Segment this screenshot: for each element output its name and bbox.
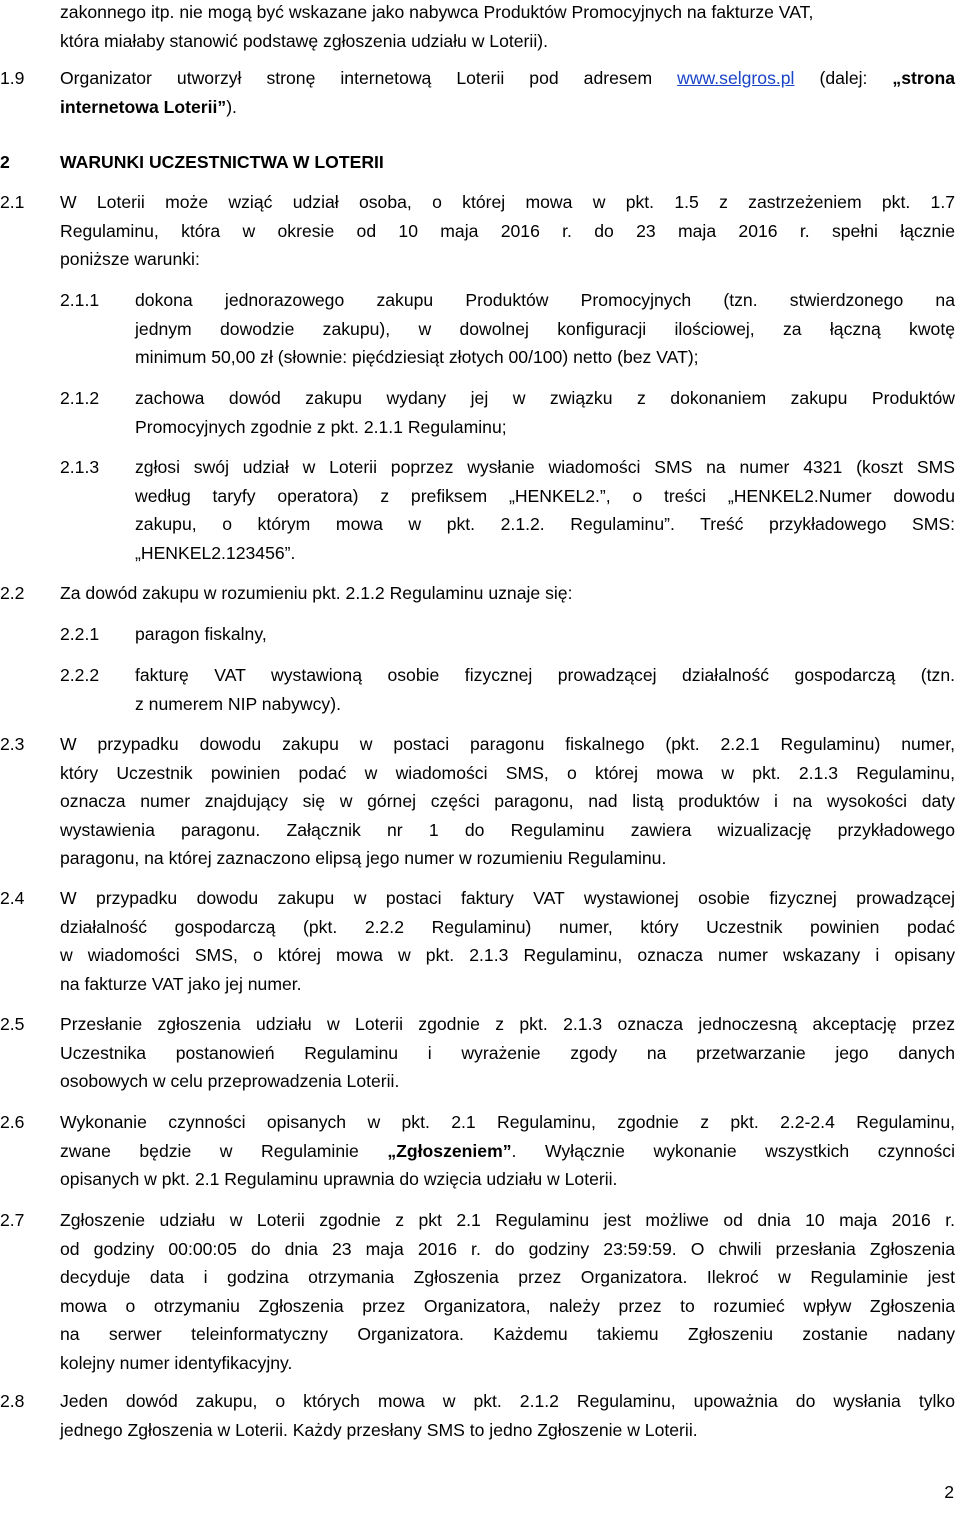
text-line: jednego Zgłoszenia w Loterii. Każdy przesłany SMS to jedno Zgłoszenie w Loterii. — [60, 1419, 698, 1440]
text-line: W przypadku dowodu zakupu w postaci faktury VAT wystawionej osobie fizycznej prowadzącej — [60, 888, 955, 908]
text-line: zakupu, o którym mowa w pkt. 2.1.2. Regulaminu”. Treść przykładowego SMS: — [135, 514, 955, 535]
text-line: dokona jednorazowego zakupu Produktów Promocyjnych (tzn. stwierdzonego na — [135, 290, 955, 310]
text-line: zakonnego itp. nie mogą być wskazane jako nabywca Produktów Promocyjnych na fakturze VAT, — [60, 2, 814, 22]
page-number: 2 — [944, 1482, 954, 1502]
bold-term: „Zgłoszeniem” — [387, 1140, 512, 1161]
text-line: od godziny 00:00:05 do dnia 23 maja 2016 r. do godziny 23:59:59. O chwili przesłania Zgłoszenia — [60, 1238, 955, 1259]
text-line — [60, 1137, 955, 1166]
text-run: zwane będzie w Regulaminie — [60, 1140, 359, 1161]
section-number: 2.1.3 — [60, 457, 100, 477]
section-number: 2.2 — [0, 583, 25, 603]
text-line: Uczestnika postanowień Regulaminu i wyrażenie zgody na przetwarzanie jego danych — [60, 1042, 955, 1063]
paragraph-2-1-2 — [135, 384, 955, 441]
section-number: 2.3 — [0, 734, 25, 754]
section-number: 2.2.1 — [60, 624, 100, 644]
section-number: 2.7 — [0, 1210, 25, 1230]
text-line: decyduje data i godzina otrzymania Zgłoszenia przez Organizatora. Ilekroć w Regulaminie jest — [60, 1267, 955, 1288]
paragraph-2-5 — [60, 1010, 955, 1096]
text-run: (dalej: — [819, 68, 868, 88]
website-link[interactable]: www.selgros.pl — [677, 68, 795, 88]
text-run: Organizator utworzył stronę internetową Loterii pod adresem — [60, 68, 653, 88]
text-line: na fakturze VAT jako jej numer. — [60, 973, 302, 994]
text-line: oznacza numer znajdujący się w górnej części paragonu, nad listą produktów i na wysokości daty — [60, 791, 955, 812]
paragraph-2-1 — [60, 188, 955, 274]
section-number: 1.9 — [0, 68, 25, 88]
text-line: Promocyjnych zgodnie z pkt. 2.1.1 Regulaminu; — [135, 416, 507, 437]
paragraph-2-7 — [60, 1206, 955, 1378]
text-line: Jeden dowód zakupu, o których mowa w pkt. 2.1.2 Regulaminu, upoważnia do wysłania tylko — [60, 1391, 955, 1411]
text-line: osobowych w celu przeprowadzenia Loterii. — [60, 1071, 400, 1092]
paragraph-2-4 — [60, 884, 955, 998]
text-line: „HENKEL2.123456”. — [135, 542, 296, 563]
text-line: fakturę VAT wystawioną osobie fizycznej prowadzącej działalność gospodarczą (tzn. — [135, 665, 955, 685]
text-line: W Loterii może wziąć udział osoba, o której mowa w pkt. 1.5 z zastrzeżeniem pkt. 1.7 — [60, 192, 955, 212]
paragraph-2-1-3 — [135, 453, 955, 567]
text-line: działalność gospodarczą (pkt. 2.2.2 Regulaminu) numer, który Uczestnik powinien podać — [60, 916, 955, 937]
paragraph-2-2-1: paragon fiskalny, — [135, 624, 267, 644]
section-heading: WARUNKI UCZESTNICTWA W LOTERII — [60, 152, 384, 172]
section-number: 2.4 — [0, 888, 25, 908]
text-line: Wykonanie czynności opisanych w pkt. 2.1 Regulaminu, zgodnie z pkt. 2.2-2.4 Regulaminu, — [60, 1112, 955, 1132]
section-number: 2.5 — [0, 1014, 25, 1034]
text-line: W przypadku dowodu zakupu w postaci paragonu fiskalnego (pkt. 2.2.1 Regulaminu) numer, — [60, 734, 955, 754]
text-line: według taryfy operatora) z prefiksem „HENKEL2.”, o treści „HENKEL2.Numer dowodu — [135, 485, 955, 506]
section-number: 2.1 — [0, 192, 25, 212]
text-line: poniższe warunki: — [60, 249, 200, 270]
bold-term: „strona — [892, 68, 955, 88]
text-line: jednym dowodzie zakupu), w dowolnej konfiguracji ilościowej, za łączną kwotę — [135, 318, 955, 339]
paragraph-2-3 — [60, 730, 955, 873]
intro-paragraph — [60, 0, 955, 55]
section-number: 2.2.2 — [60, 665, 100, 685]
text-line: mowa o otrzymaniu Zgłoszenia przez Organizatora, należy przez to rozumieć wpływ Zgłoszenia — [60, 1295, 955, 1316]
bold-term: internetowa Loterii” — [60, 96, 227, 117]
section-number: 2.1.1 — [60, 290, 100, 310]
text-run: . Wyłącznie wykonanie wszystkich czynności — [511, 1140, 956, 1161]
paragraph-2-6 — [60, 1108, 955, 1194]
text-line: opisanych w pkt. 2.1 Regulaminu uprawnia do wzięcia udziału w Loterii. — [60, 1169, 618, 1190]
text-line: Regulaminu, która w okresie od 10 maja 2016 r. do 23 maja 2016 r. spełni łącznie — [60, 220, 955, 241]
paragraph-2-2: Za dowód zakupu w rozumieniu pkt. 2.1.2 Regulaminu uznaje się: — [60, 583, 573, 603]
text-line: minimum 50,00 zł (słownie: pięćdziesiąt złotych 00/100) netto (bez VAT); — [135, 347, 699, 368]
text-line: na serwer teleinformatyczny Organizatora. Każdemu takiemu Zgłoszeniu zostanie nadany — [60, 1324, 955, 1345]
text-line: który Uczestnik powinien podać w wiadomości SMS, o której mowa w pkt. 2.1.3 Regulaminu, — [60, 762, 955, 783]
text-line: w wiadomości SMS, o której mowa w pkt. 2.1.3 Regulaminu, oznacza numer wskazany i opisany — [60, 945, 955, 966]
paragraph-2-2-2 — [135, 661, 955, 718]
text-line: paragonu, na której zaznaczono elipsą jego numer w rozumieniu Regulaminu. — [60, 848, 667, 869]
text-line: zachowa dowód zakupu wydany jej w związku z dokonaniem zakupu Produktów — [135, 388, 955, 408]
section-number: 2.8 — [0, 1391, 25, 1411]
text-line: wystawienia paragonu. Załącznik nr 1 do Regulaminu zawiera wizualizację przykładowego — [60, 819, 955, 840]
paragraph-1-9 — [60, 64, 955, 121]
section-number: 2.6 — [0, 1112, 25, 1132]
text-line: z numerem NIP nabywcy). — [135, 693, 341, 714]
text-line: która miałaby stanowić podstawę zgłoszenia udziału w Loterii). — [60, 30, 548, 51]
text-run: ). — [226, 96, 237, 117]
section-number: 2 — [0, 152, 10, 172]
paragraph-2-1-1 — [135, 286, 955, 372]
text-line: kolejny numer identyfikacyjny. — [60, 1352, 293, 1373]
text-line: Przesłanie zgłoszenia udziału w Loterii zgodnie z pkt. 2.1.3 oznacza jednoczesną akceptację przez — [60, 1014, 955, 1034]
text-line: zgłosi swój udział w Loterii poprzez wysłanie wiadomości SMS na numer 4321 (koszt SMS — [135, 457, 955, 477]
text-line: Zgłoszenie udziału w Loterii zgodnie z pkt 2.1 Regulaminu jest możliwe od dnia 10 maja 2016 r. — [60, 1210, 955, 1230]
section-number: 2.1.2 — [60, 388, 100, 408]
paragraph-2-8 — [60, 1387, 955, 1444]
